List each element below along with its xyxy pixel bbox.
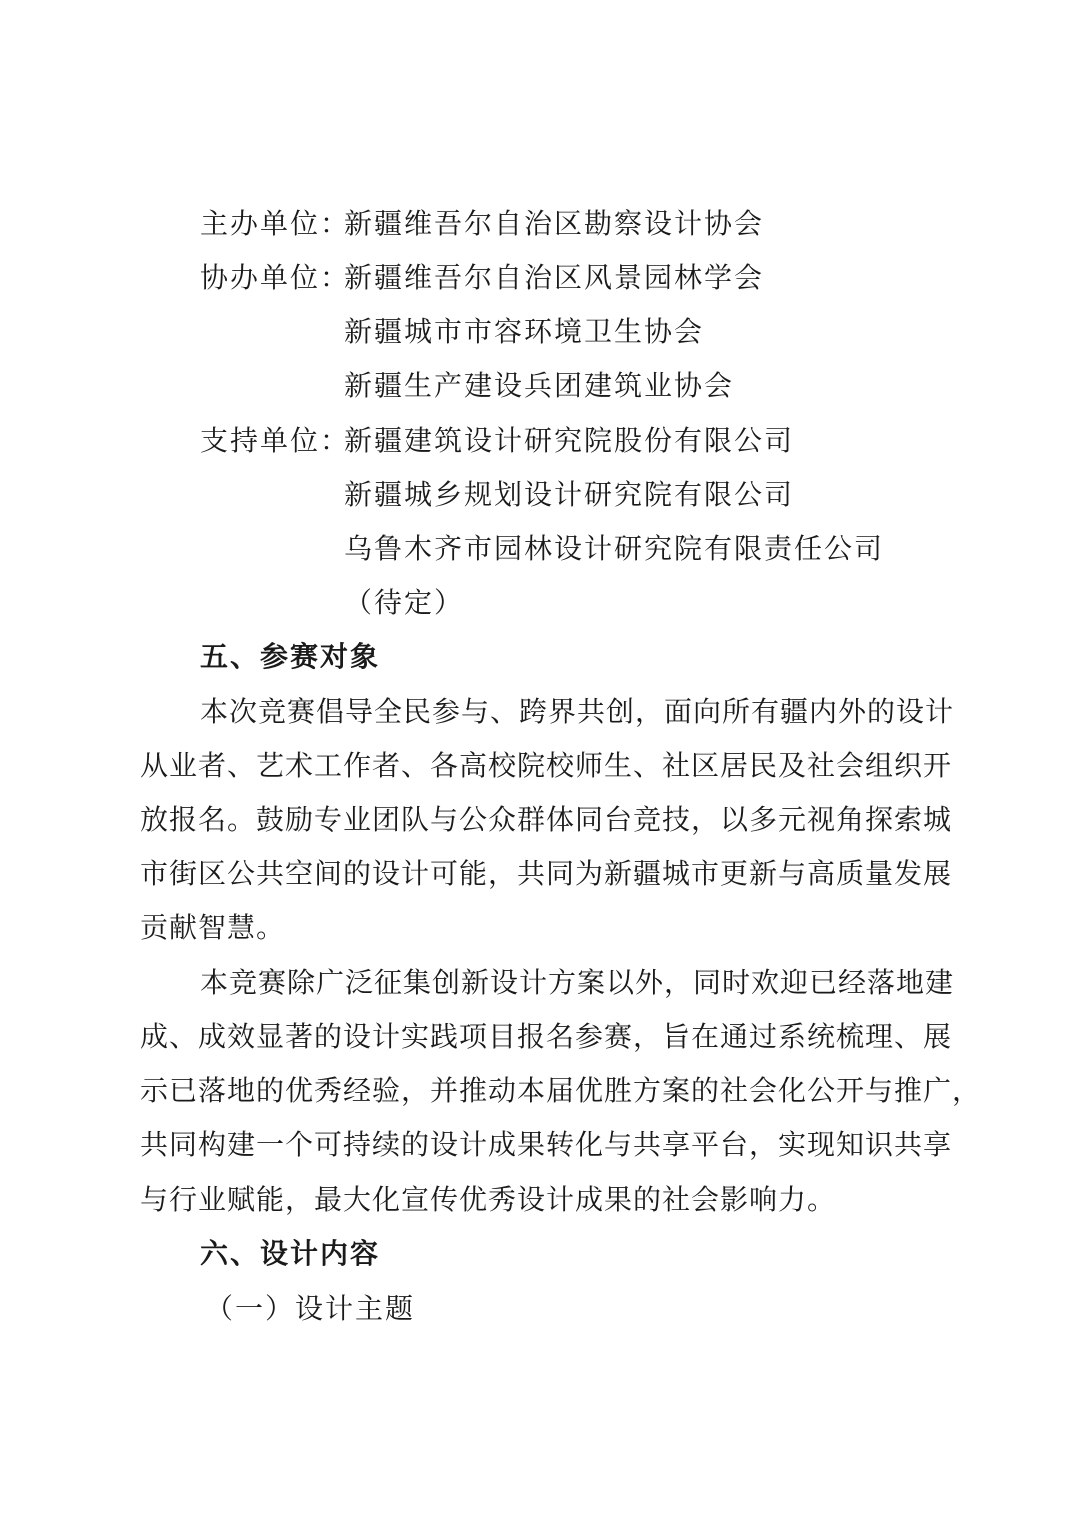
supporter-name: 乌鲁木齐市园林设计研究院有限责任公司 bbox=[344, 532, 885, 565]
supporter-label: 支持单位： bbox=[200, 424, 351, 457]
co-organizer-name: 新疆生产建设兵团建筑业协会 bbox=[344, 369, 735, 402]
paragraph-line: 本竞赛除广泛征集创新设计方案以外，同时欢迎已经落地建 bbox=[200, 966, 955, 999]
paragraph-line: 贡献智慧。 bbox=[140, 911, 286, 944]
paragraph-line: 本次竞赛倡导全民参与、跨界共创，面向所有疆内外的设计 bbox=[200, 695, 955, 728]
supporter-name: 新疆城乡规划设计研究院有限公司 bbox=[344, 478, 795, 511]
co-organizer-name: 新疆维吾尔自治区风景园林学会 bbox=[344, 261, 765, 294]
paragraph-line: 与行业赋能，最大化宣传优秀设计成果的社会影响力。 bbox=[140, 1183, 837, 1216]
subsection-heading: （一）设计主题 bbox=[205, 1292, 416, 1325]
host-label: 主办单位： bbox=[200, 207, 351, 240]
paragraph-line: 共同构建一个可持续的设计成果转化与共享平台，实现知识共享 bbox=[140, 1128, 953, 1161]
co-organizer-label: 协办单位： bbox=[200, 261, 351, 294]
supporter-name-pending: （待定） bbox=[344, 586, 465, 619]
section-heading: 六、设计内容 bbox=[200, 1237, 381, 1270]
host-name: 新疆维吾尔自治区勘察设计协会 bbox=[344, 207, 765, 240]
paragraph-line: 放报名。鼓励专业团队与公众群体同台竞技，以多元视角探索城 bbox=[140, 803, 953, 836]
paragraph-line: 成、成效显著的设计实践项目报名参赛，旨在通过系统梳理、展 bbox=[140, 1020, 953, 1053]
paragraph-line: 市街区公共空间的设计可能，共同为新疆城市更新与高质量发展 bbox=[140, 857, 953, 890]
paragraph-line: 示已落地的优秀经验，并推动本届优胜方案的社会化公开与推广， bbox=[140, 1074, 982, 1107]
co-organizer-name: 新疆城市市容环境卫生协会 bbox=[344, 315, 705, 348]
supporter-name: 新疆建筑设计研究院股份有限公司 bbox=[344, 424, 795, 457]
section-heading: 五、参赛对象 bbox=[200, 640, 381, 673]
paragraph-line: 从业者、艺术工作者、各高校院校师生、社区居民及社会组织开 bbox=[140, 749, 953, 782]
